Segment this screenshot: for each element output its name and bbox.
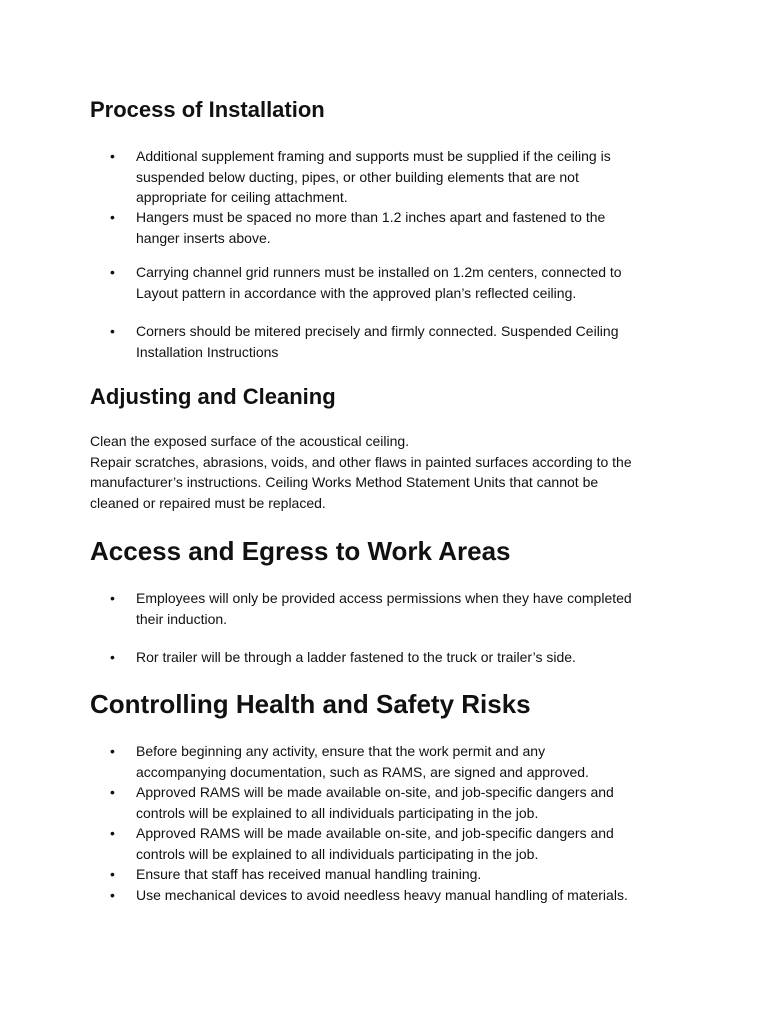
bullet-icon: • xyxy=(110,649,115,665)
list-item-text: Approved RAMS will be made available on-site, and job-specific dangers and controls will be explained to all individuals participating in the job. xyxy=(136,784,614,821)
bullet-icon: • xyxy=(110,866,115,882)
list-item-text: Employees will only be provided access permissions when they have completed their induction. xyxy=(136,590,632,627)
list-item xyxy=(110,588,690,629)
bullet-icon: • xyxy=(110,825,115,841)
list-item xyxy=(110,741,690,782)
list-item xyxy=(110,885,690,906)
list-item-text: Ensure that staff has received manual handling training. xyxy=(136,866,482,882)
list-item xyxy=(110,782,690,823)
list-item xyxy=(110,146,690,208)
list-item-text: Approved RAMS will be made available on-site, and job-specific dangers and controls will be explained to all individuals participating in the job. xyxy=(136,825,614,862)
list-item-text: Before beginning any activity, ensure that the work permit and any accompanying documentation, such as RAMS, are signed and approved. xyxy=(136,743,589,780)
list-item-text: Use mechanical devices to avoid needless heavy manual handling of materials. xyxy=(136,887,628,903)
list-item xyxy=(110,262,690,303)
list-item xyxy=(110,647,690,668)
list-item xyxy=(110,864,690,885)
bullet-icon: • xyxy=(110,590,115,606)
heading-access-and-egress: Access and Egress to Work Areas xyxy=(90,536,511,566)
bullet-icon: • xyxy=(110,743,115,759)
bullet-icon: • xyxy=(110,148,115,164)
list-item xyxy=(110,321,690,362)
list-item-text: Hangers must be spaced no more than 1.2 inches apart and fastened to the hanger inserts above. xyxy=(136,209,606,246)
bullet-icon: • xyxy=(110,784,115,800)
heading-process-of-installation: Process of Installation xyxy=(90,97,325,122)
list-item-text: Additional supplement framing and supports must be supplied if the ceiling is suspended below ducting, pipes, or other building elements that are not appropriate for ceiling attachment. xyxy=(136,148,611,205)
bullet-icon: • xyxy=(110,887,115,903)
heading-controlling-health-and-safety-risks: Controlling Health and Safety Risks xyxy=(90,689,531,719)
heading-adjusting-and-cleaning: Adjusting and Cleaning xyxy=(90,384,336,409)
paragraph-adjusting-and-cleaning: Clean the exposed surface of the acoustical ceiling. Repair scratches, abrasions, voids, and other flaws in painted surfaces according to the manufacturer’s instructions. Ceiling Works Method Statement Units that cannot be cleaned or repaired must be replaced. xyxy=(90,433,632,511)
list-item xyxy=(110,823,690,864)
bullet-icon: • xyxy=(110,264,115,280)
list-item-text: Ror trailer will be through a ladder fastened to the truck or trailer’s side. xyxy=(136,649,576,665)
bullet-icon: • xyxy=(110,209,115,225)
list-item-text: Corners should be mitered precisely and firmly connected. Suspended Ceiling Installation Instructions xyxy=(136,323,619,360)
list-item-text: Carrying channel grid runners must be installed on 1.2m centers, connected to Layout pattern in accordance with the approved plan’s reflected ceiling. xyxy=(136,264,622,301)
list-item xyxy=(110,207,690,248)
bullet-icon: • xyxy=(110,323,115,339)
